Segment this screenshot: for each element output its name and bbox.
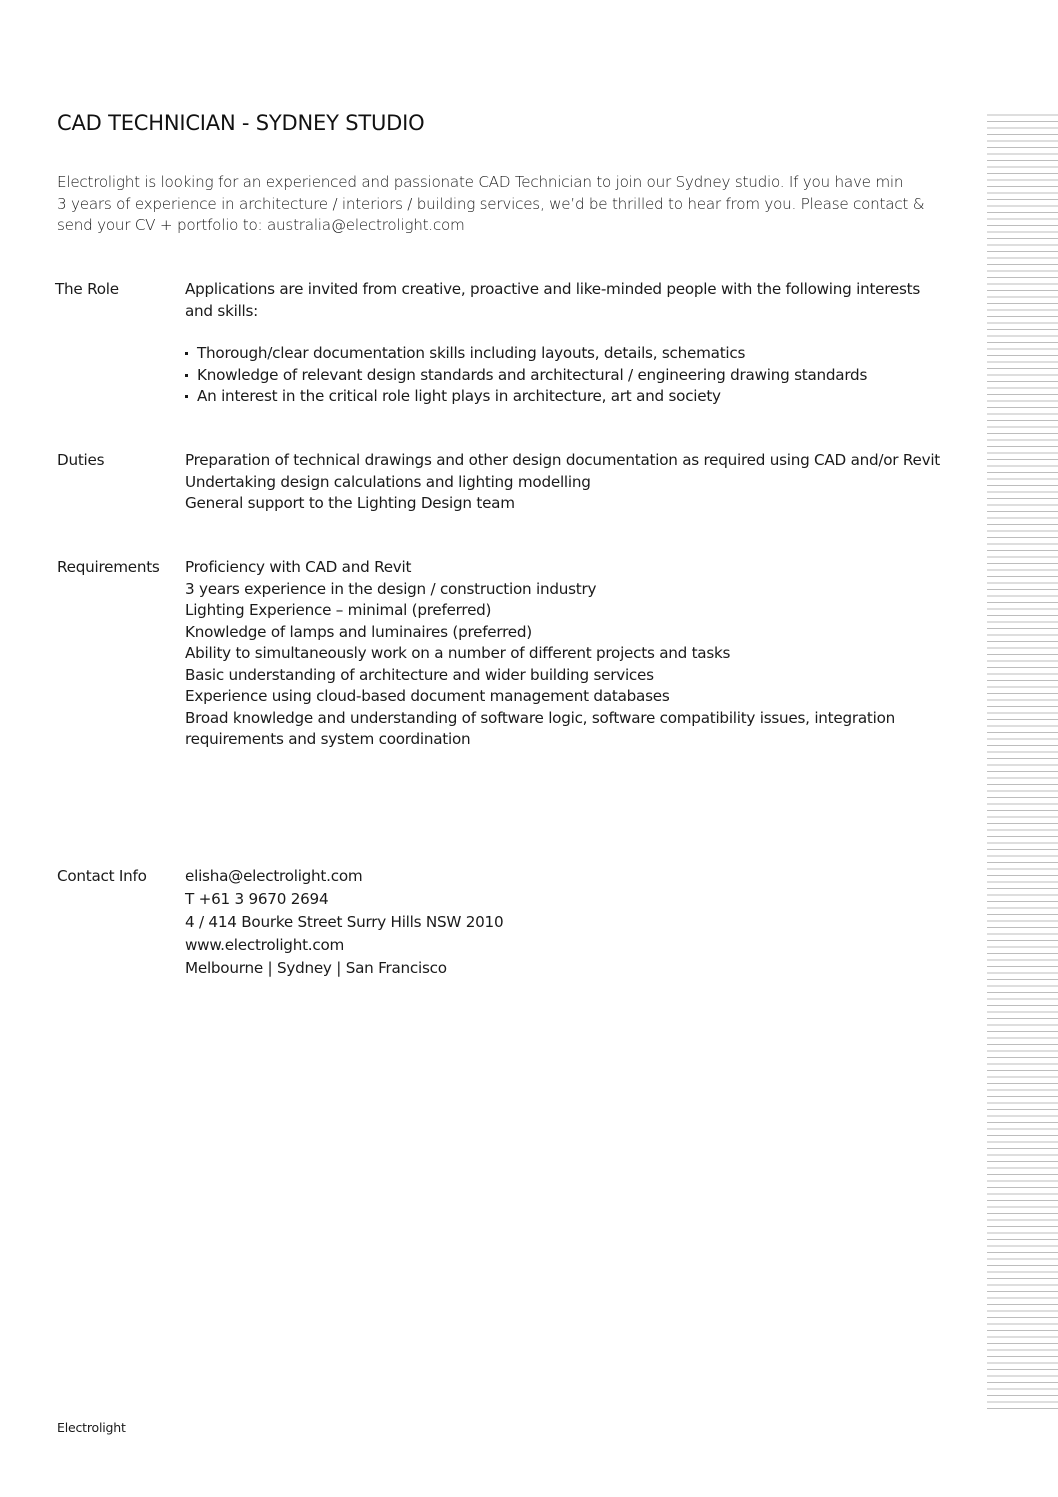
duties-body [185,450,985,515]
intro-line: 3 years of experience in architecture / interiors / building services, we’d be thrilled to hear from you. Please contact & [57,194,925,213]
page-title: CAD TECHNICIAN - SYDNEY STUDIO [57,111,425,135]
role-bullet-text: An interest in the critical role light plays in architecture, art and society [197,387,721,405]
intro-line: send your CV + portfolio to: australia@electrolight.com [57,216,465,234]
requirement-line: 3 years experience in the design / construction industry [185,579,597,598]
contact-email[interactable]: elisha@electrolight.com [185,867,363,885]
contact-address: 4 / 414 Bourke Street Surry Hills NSW 2010 [185,913,504,931]
role-body [185,279,985,408]
decorative-stripe-band [987,110,1058,1410]
intro-line: Electrolight is looking for an experienced and passionate CAD Technician to join our Sydney studio. If you have min [57,173,904,191]
requirement-line: requirements and system coordination [185,730,471,748]
requirement-line: Broad knowledge and understanding of software logic, software compatibility issues, integration [185,708,896,727]
contact-website[interactable]: www.electrolight.com [185,936,345,954]
contact-label: Contact Info [57,867,147,885]
bullet-icon [185,374,188,377]
duties-label: Duties [57,451,105,469]
requirement-line: Experience using cloud-based document management databases [185,687,670,705]
requirements-label: Requirements [57,558,160,576]
intro-paragraph [57,172,977,237]
contact-body [185,865,985,980]
requirement-line: Basic understanding of architecture and wider building services [185,665,654,684]
duty-line: General support to the Lighting Design team [185,494,515,512]
role-bullet-text: Thorough/clear documentation skills including layouts, details, schematics [197,344,746,362]
requirement-line: Ability to simultaneously work on a number of different projects and tasks [185,644,731,662]
footer-brand: Electrolight [57,1420,126,1435]
role-intro-line: Applications are invited from creative, proactive and like-minded people with the following interests [185,280,921,298]
requirements-body [185,557,985,751]
duty-line: Undertaking design calculations and lighting modelling [185,472,591,491]
role-bullet-item [185,365,985,387]
role-bullet-list [185,343,985,408]
bullet-icon [185,352,188,355]
bullet-icon [185,395,188,398]
role-bullet-item [185,343,985,365]
duty-line: Preparation of technical drawings and other design documentation as required using CAD and/or Revit [185,451,941,469]
requirement-line: Proficiency with CAD and Revit [185,558,412,576]
role-bullet-item [185,386,985,408]
contact-phone: T +61 3 9670 2694 [185,890,329,908]
requirement-line: Lighting Experience – minimal (preferred) [185,601,492,619]
requirement-line: Knowledge of lamps and luminaires (preferred) [185,622,532,641]
role-intro-line: and skills: [185,301,259,320]
role-bullet-text: Knowledge of relevant design standards and architectural / engineering drawing standards [197,365,868,384]
contact-offices: Melbourne | Sydney | San Francisco [185,959,447,977]
role-label: The Role [55,280,119,298]
